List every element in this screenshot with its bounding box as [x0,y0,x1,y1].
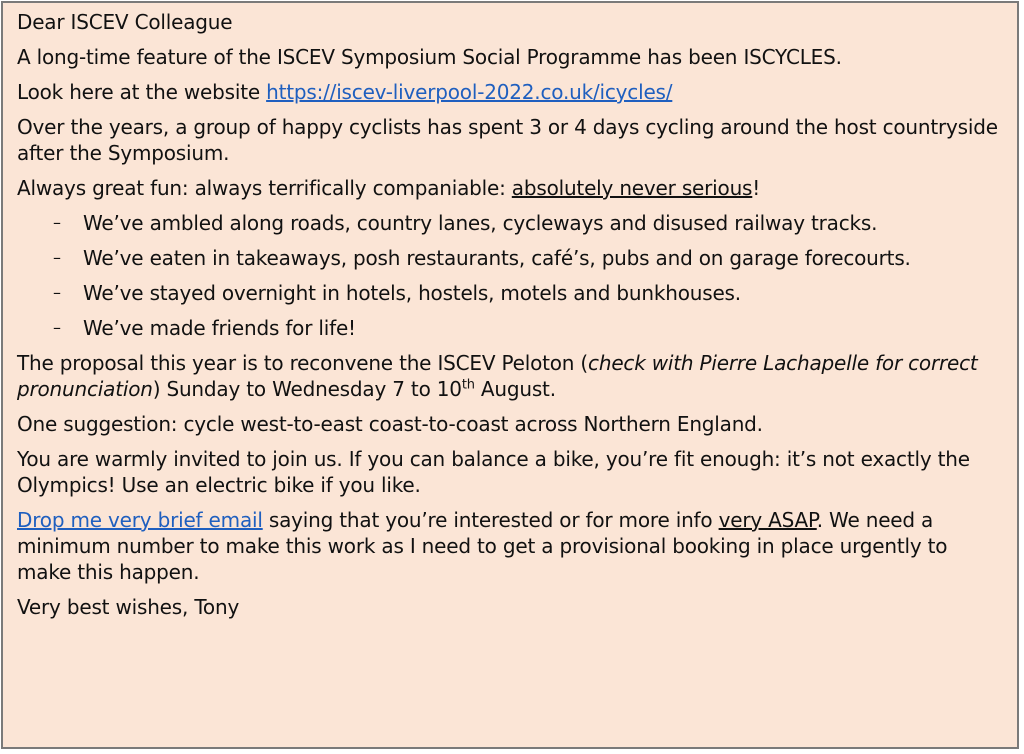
letter-body [17,9,1007,620]
list-item [17,280,1007,306]
proposal-superscript: th [461,377,475,393]
website-link[interactable]: https://iscev-liverpool-2022.co.uk/icycles/ [266,80,673,104]
fun-prefix: Always great fun: always terrifically companiable: [17,176,512,200]
proposal-italic: check with Pierre Lachapelle for correct pronunciation [17,351,978,401]
list-item [17,315,1007,341]
email-paragraph [17,507,1007,585]
proposal-suffix: August. [474,377,556,401]
website-paragraph [17,79,1007,105]
dash-bullet: – [53,248,61,267]
email-suffix: . We need a minimum number to make this work as I need to get a provisional booking in place urgently to make this happen. [17,508,948,584]
suggestion-paragraph: One suggestion: cycle west-to-east coast-to-coast across Northern England. [17,412,763,436]
invitation-paragraph: You are warmly invited to join us. If you can balance a bike, you’re fit enough: it’s not exactly the Olympics! Use an electric bike if you like. [17,447,970,497]
proposal-paragraph [17,350,1007,402]
fun-paragraph [17,175,1007,201]
email-middle: saying that you’re interested or for more info [262,508,719,532]
dash-bullet: – [53,213,61,232]
list-item-text: We’ve stayed overnight in hotels, hostels, motels and bunkhouses. [83,281,741,305]
history-paragraph: Over the years, a group of happy cyclists has spent 3 or 4 days cycling around the host countryside after the Symposium. [17,115,998,165]
letter-page [1,1,1019,749]
dash-bullet: – [53,318,61,337]
fun-underlined: absolutely never serious [511,176,753,200]
list-item-text: We’ve made friends for life! [83,316,356,340]
greeting: Dear ISCEV Colleague [17,10,233,34]
proposal-prefix: The proposal this year is to reconvene the ISCEV Peloton ( [17,351,589,375]
list-item-text: We’ve ambled along roads, country lanes, cycleways and disused railway tracks. [83,211,878,235]
email-link[interactable]: Drop me very brief email [17,508,263,532]
experience-list [17,210,1007,341]
dash-bullet: – [53,283,61,302]
list-item [17,245,1007,271]
signoff: Very best wishes, Tony [17,595,240,619]
proposal-middle: ) Sunday to Wednesday 7 to 10 [152,377,462,401]
website-prefix: Look here at the website [17,80,267,104]
list-item [17,210,1007,236]
intro-paragraph: A long-time feature of the ISCEV Symposium Social Programme has been ISCYCLES. [17,45,842,69]
email-underlined: very ASAP [718,508,817,532]
list-item-text: We’ve eaten in takeaways, posh restaurants, café’s, pubs and on garage forecourts. [83,246,911,270]
fun-suffix: ! [752,176,761,200]
